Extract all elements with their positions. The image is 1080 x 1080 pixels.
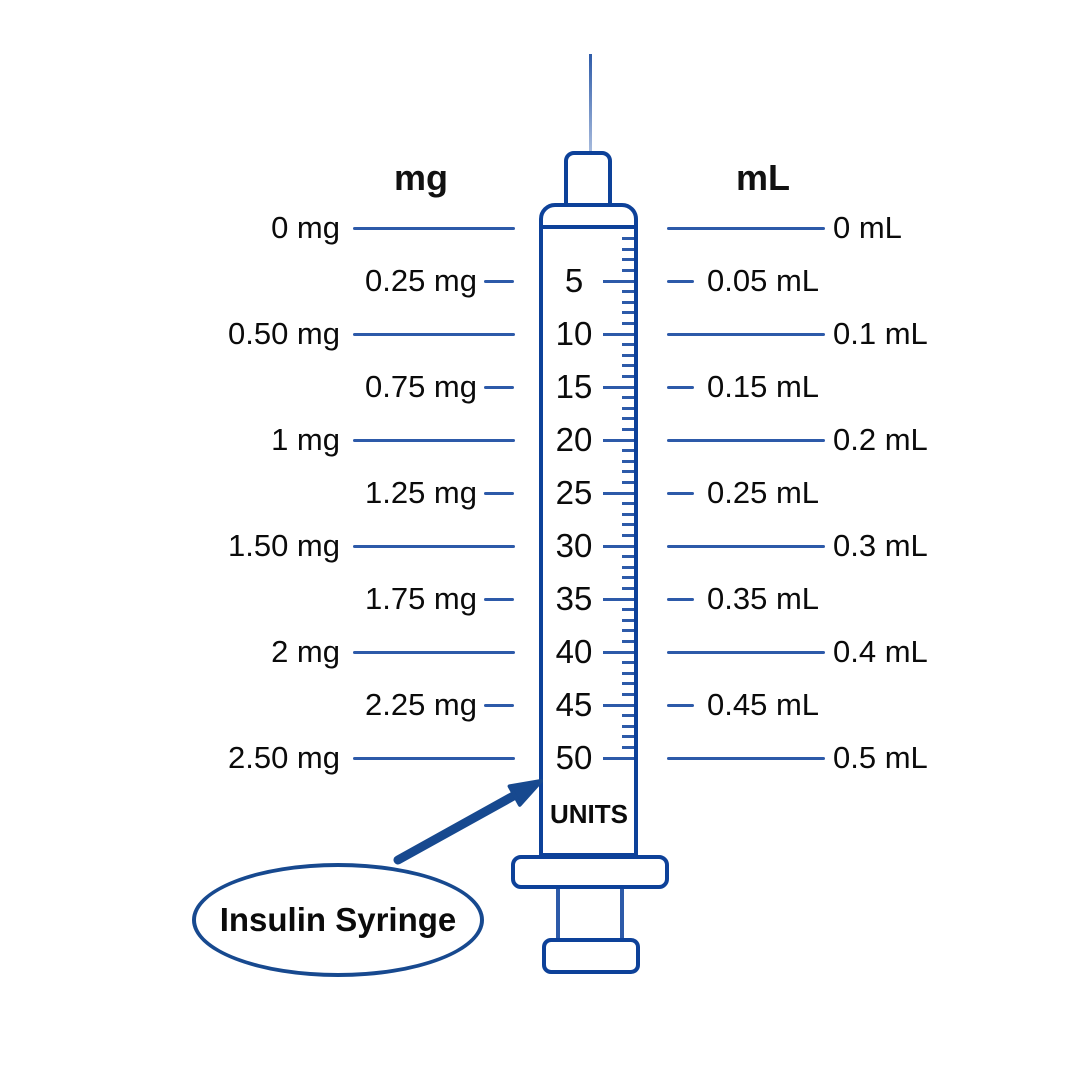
minor-tick [622,661,634,664]
ml-rule-long [667,333,825,336]
ml-label: 0.45 mL [707,687,820,722]
ml-label: 0.3 mL [833,528,928,563]
minor-tick [622,576,634,579]
ml-label: 0.05 mL [707,263,820,298]
ml-column-header: mL [736,157,790,198]
scale-number: 30 [555,527,593,564]
scale-number: 10 [555,315,593,352]
mg-label: 1.50 mg [227,528,340,563]
minor-tick [622,343,634,346]
minor-tick [622,258,634,261]
ml-rule-short [667,492,694,495]
needle [589,54,592,154]
mg-label: 1.25 mg [364,475,477,510]
mg-rule-long [353,545,515,548]
mg-rule-short [484,598,514,601]
major-tick [603,492,634,495]
scale-number: 5 [564,262,584,299]
minor-tick [622,682,634,685]
minor-tick [622,513,634,516]
minor-tick [622,428,634,431]
mg-column-header: mg [394,157,448,198]
minor-tick [622,396,634,399]
scale-number: 25 [555,474,593,511]
ml-label: 0.35 mL [707,581,820,616]
zero-fill-line [541,225,636,229]
minor-tick [622,311,634,314]
major-tick [603,333,634,336]
minor-tick [622,714,634,717]
units-label: UNITS [550,799,628,829]
minor-tick [622,619,634,622]
ml-rule-long [667,545,825,548]
ml-label: 0.5 mL [833,740,928,775]
minor-tick [622,301,634,304]
mg-rule-short [484,386,514,389]
scale-number: 50 [555,739,593,776]
ml-rule-long [667,757,825,760]
ml-label: 0.2 mL [833,422,928,457]
plunger-rod [556,880,624,946]
mg-label: 0.25 mg [364,263,477,298]
mg-rule-long [353,227,515,230]
mg-rule-short [484,280,514,283]
callout-ellipse [192,863,484,977]
mg-rule-short [484,492,514,495]
ml-rule-short [667,280,694,283]
major-tick [603,598,634,601]
barrel-flange [511,855,669,889]
scale-number: 15 [555,368,593,405]
major-tick [603,439,634,442]
minor-tick [622,290,634,293]
major-tick [603,386,634,389]
mg-rule-short [484,704,514,707]
major-tick [603,280,634,283]
mg-label: 1.75 mg [364,581,477,616]
minor-tick [622,248,634,251]
minor-tick [622,640,634,643]
scale-number: 45 [555,686,593,723]
minor-tick [622,354,634,357]
major-tick [603,651,634,654]
ml-label: 0.15 mL [707,369,820,404]
mg-label: 0.75 mg [364,369,477,404]
minor-tick [622,725,634,728]
mg-label: 2.50 mg [227,740,340,775]
ml-rule-short [667,704,694,707]
minor-tick [622,629,634,632]
minor-tick [622,364,634,367]
ml-label: 0.25 mL [707,475,820,510]
minor-tick [622,523,634,526]
mg-rule-long [353,757,515,760]
mg-label: 0 mg [271,210,340,245]
major-tick [603,545,634,548]
scale-number: 40 [555,633,593,670]
minor-tick [622,735,634,738]
ml-label: 0 mL [833,210,902,245]
needle-hub [564,151,612,211]
minor-tick [622,534,634,537]
mg-rule-long [353,651,515,654]
callout-label: Insulin Syringe [219,901,457,938]
minor-tick [622,375,634,378]
ml-rule-long [667,651,825,654]
minor-tick [622,470,634,473]
mg-rule-long [353,439,515,442]
scale-number: 20 [555,421,593,458]
minor-tick [622,672,634,675]
minor-tick [622,449,634,452]
minor-tick [622,746,634,749]
minor-tick [622,693,634,696]
minor-tick [622,322,634,325]
minor-tick [622,481,634,484]
ml-label: 0.4 mL [833,634,928,669]
ml-rule-long [667,439,825,442]
minor-tick [622,587,634,590]
minor-tick [622,608,634,611]
major-tick [603,757,634,760]
minor-tick [622,407,634,410]
mg-label: 2 mg [271,634,340,669]
minor-tick [622,460,634,463]
mg-rule-long [353,333,515,336]
minor-tick [622,237,634,240]
ml-rule-long [667,227,825,230]
ml-label: 0.1 mL [833,316,928,351]
mg-label: 1 mg [271,422,340,457]
scale-number: 35 [555,580,593,617]
mg-label: 0.50 mg [227,316,340,351]
minor-tick [622,417,634,420]
plunger-thumb-pad [542,938,640,974]
minor-tick [622,502,634,505]
ml-rule-short [667,386,694,389]
minor-tick [622,566,634,569]
ml-rule-short [667,598,694,601]
major-tick [603,704,634,707]
minor-tick [622,269,634,272]
mg-label: 2.25 mg [364,687,477,722]
minor-tick [622,555,634,558]
